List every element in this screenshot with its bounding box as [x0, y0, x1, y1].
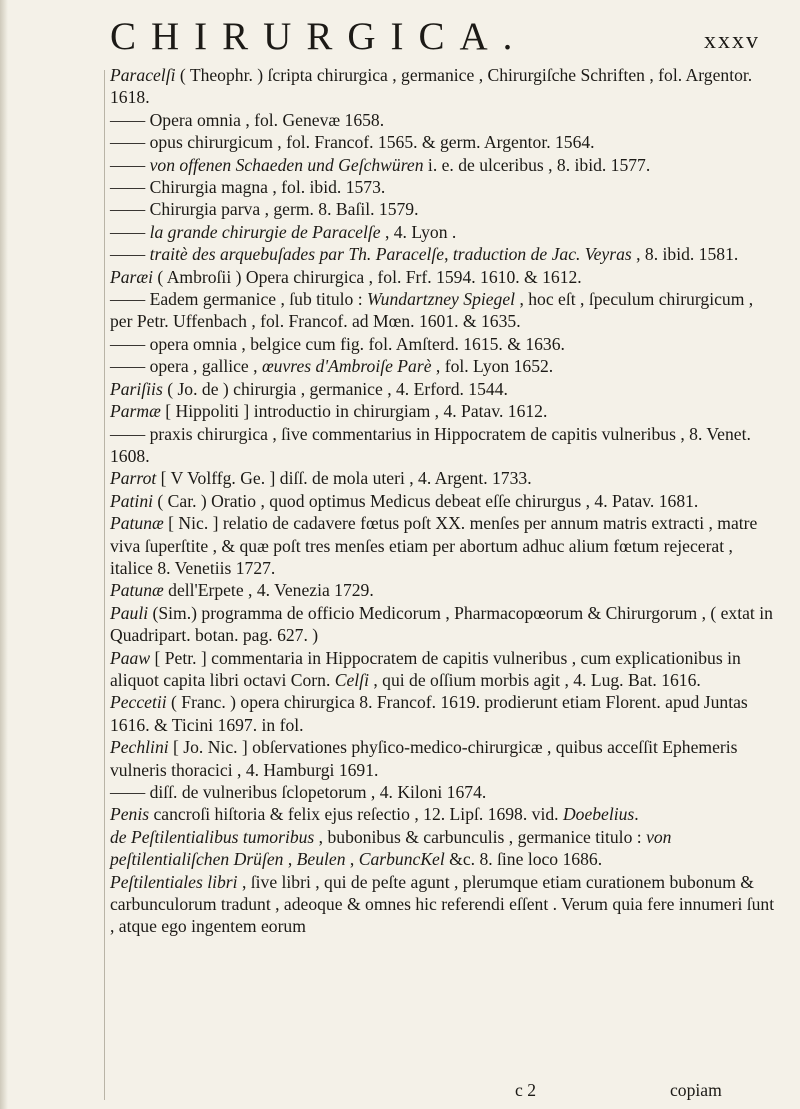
page-header: [110, 14, 760, 60]
bibliography-entry: de Peſtilentialibus tumoribus , bubonibus & carbunculis , germanice titulo : von peſtilentialiſchen Drüſen , Beulen , CarbuncKel &c. 8. ſine loco 1686.: [110, 826, 672, 870]
bibliography-entry: Pechlini [ Jo. Nic. ] obſervationes phyſico-medico-chirurgicæ , quibus acceſſit Ephemeris vulneris thoracici , 4. Hamburgi 1691.: [110, 737, 738, 780]
catchword: copiam: [670, 1080, 722, 1100]
bibliography-entry: Penis cancroſi hiſtoria & felix ejus reſectio , 12. Lipſ. 1698. vid. Doebelius.: [110, 804, 639, 825]
bibliography-entry: Peſtilentiales libri , ſive libri , qui de peſte agunt , plerumque etiam curationem bubonum & carbunculorum tradunt , adeoque & omnes hic referendi eſſent . Verum quia fere innumeri ſunt , atque ego ingentem eorum: [110, 871, 775, 937]
bibliography-entry: Pauli (Sim.) programma de officio Medicorum , Pharmacopœorum & Chirurgorum , ( extat in Quadripart. botan. pag. 627. ): [110, 602, 773, 646]
bibliography-entry: —— diſſ. de vulneribus ſclopetorum , 4. Kiloni 1674.: [110, 782, 487, 802]
running-title: CHIRURGICA.: [110, 15, 528, 58]
bibliography-entry: —— traitè des arquebuſades par Th. Paracelſe, traduction de Jac. Veyras , 8. ibid. 1581.: [110, 244, 739, 265]
bibliography-entry: Patunæ [ Nic. ] relatio de cadavere fœtus poſt XX. menſes per annum matris extracti , matre viva ſuperſtite , & quæ poſt tres menſes etiam per abortum adhuc alium fœtum rejecerat , italice 8. Venetiis 1727.: [110, 513, 758, 578]
bibliography-entry: Patunæ dell'Erpete , 4. Venezia 1729.: [110, 580, 374, 601]
signature-mark: c 2: [515, 1080, 537, 1100]
bibliography-entry: Patini ( Car. ) Oratio , quod optimus Medicus debeat eſſe chirurgus , 4. Patav. 1681.: [110, 490, 699, 511]
gutter-line: [104, 70, 105, 1100]
bibliography-entry: Parrot [ V Volffg. Ge. ] diſſ. de mola uteri , 4. Argent. 1733.: [110, 468, 532, 489]
page-number: xxxv: [704, 28, 760, 54]
bibliography-list: [110, 64, 780, 938]
bibliography-entry: Pariſiis ( Jo. de ) chirurgia , germanice , 4. Erford. 1544.: [110, 378, 508, 399]
bibliography-entry: —— Eadem germanice , ſub titulo : Wundartzney Spiegel , hoc eſt , ſpeculum chirurgicum , per Petr. Uffenbach , fol. Francof. ad Mœn. 1601. & 1635.: [110, 289, 754, 332]
bibliography-entry: —— Chirurgia parva , germ. 8. Baſil. 1579.: [110, 199, 419, 220]
bibliography-entry: —— la grande chirurgie de Paracelſe , 4. Lyon .: [110, 221, 457, 242]
bibliography-entry: Paaw [ Petr. ] commentaria in Hippocratem de capitis vulneribus , cum explicationibus in aliquot capita libri octavi Corn. Celſi , qui de oſſium morbis agit , 4. Lug. Bat. 1616.: [110, 647, 741, 690]
bibliography-entry: —— praxis chirurgica , ſive commentarius in Hippocratem de capitis vulneribus , 8. Venet. 1608.: [110, 423, 751, 466]
bibliography-entry: —— Opera omnia , fol. Genevæ 1658.: [110, 109, 385, 130]
bibliography-entry: Peccetii ( Franc. ) opera chirurgica 8. Francof. 1619. prodierunt etiam Florent. apud Juntas 1616. & Ticini 1697. in fol.: [110, 692, 748, 735]
bibliography-entry: —— opera , gallice , œuvres d'Ambroiſe Parè , fol. Lyon 1652.: [110, 356, 554, 377]
bibliography-entry: —— opera omnia , belgice cum fig. fol. Amſterd. 1615. & 1636.: [110, 333, 565, 354]
bibliography-entry: Paræi ( Ambroſii ) Opera chirurgica , fol. Frf. 1594. 1610. & 1612.: [110, 266, 582, 287]
bibliography-entry: —— opus chirurgicum , fol. Francof. 1565. & germ. Argentor. 1564.: [110, 132, 595, 153]
page-footer: [110, 1080, 780, 1106]
bibliography-entry: —— von offenen Schaeden und Geſchwüren i. e. de ulceribus , 8. ibid. 1577.: [110, 154, 651, 175]
bibliography-entry: Paracelſi ( Theophr. ) ſcripta chirurgica , germanice , Chirurgiſche Schriften , fol. Argentor. 1618.: [110, 65, 753, 108]
bibliography-entry: Parmæ [ Hippoliti ] introductio in chirurgiam , 4. Patav. 1612.: [110, 401, 548, 422]
page-edge: [0, 0, 8, 1109]
bibliography-entry: —— Chirurgia magna , fol. ibid. 1573.: [110, 177, 386, 198]
